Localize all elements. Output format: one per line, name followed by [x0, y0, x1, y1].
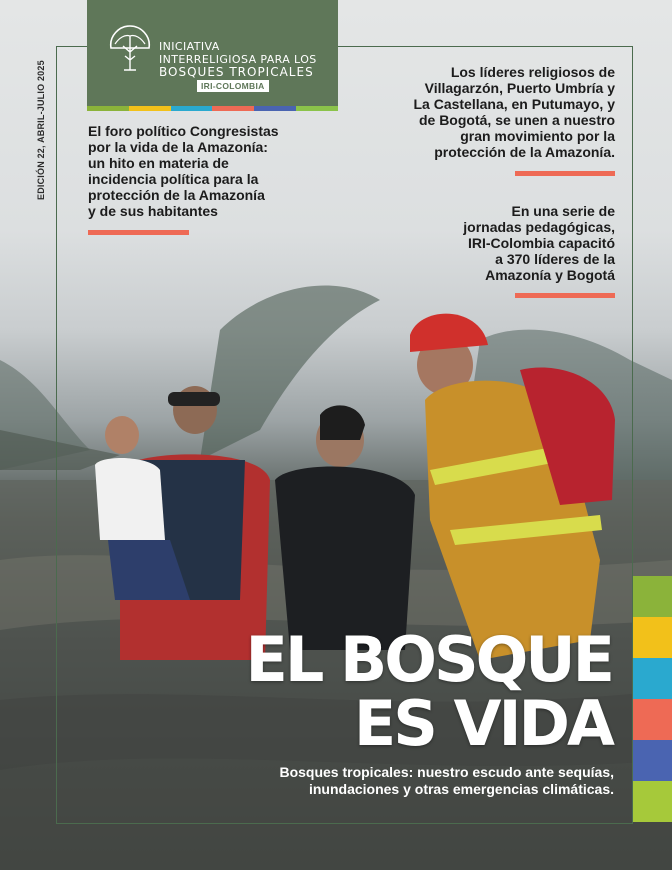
color-bars — [633, 576, 672, 822]
headline-line: En una serie de — [511, 203, 615, 219]
color-bar — [633, 658, 672, 699]
stripe-segment — [87, 106, 129, 111]
stripe-segment — [171, 106, 213, 111]
accent-rule — [515, 171, 615, 176]
headline-line: gran movimiento por la — [460, 128, 615, 144]
tree-icon — [109, 22, 151, 74]
headline-line: jornadas pedagógicas, — [463, 219, 615, 235]
brand-tag: IRI-COLOMBIA — [197, 80, 269, 92]
color-bar — [633, 617, 672, 658]
brand-line-2: INTERRELIGIOSA PARA LOS — [159, 53, 317, 66]
headline-line: incidencia política para la — [88, 171, 259, 187]
cover-subtitle — [279, 764, 614, 798]
color-bar — [633, 576, 672, 617]
headline-line: Amazonía y Bogotá — [485, 267, 615, 283]
subtitle-line: Bosques tropicales: nuestro escudo ante sequías, — [279, 764, 614, 780]
brand-stripe — [87, 106, 338, 111]
headline-line: de Bogotá, se unen a nuestro — [418, 112, 615, 128]
cover-title-line-1: EL BOSQUE — [245, 623, 612, 696]
brand-line-3: BOSQUES TROPICALES — [159, 65, 314, 79]
color-bar — [633, 781, 672, 822]
stripe-segment — [212, 106, 254, 111]
headline-line: y de sus habitantes — [88, 203, 218, 219]
headline-line: La Castellana, en Putumayo, y — [413, 96, 615, 112]
color-bar — [633, 740, 672, 781]
cover-title — [245, 623, 612, 760]
accent-rule — [88, 230, 189, 235]
color-bar — [633, 699, 672, 740]
stripe-segment — [296, 106, 338, 111]
headline-line: IRI-Colombia capacitó — [467, 235, 615, 251]
stripe-segment — [254, 106, 296, 111]
brand-logo[interactable] — [87, 0, 338, 108]
subtitle-line: inundaciones y otras emergencias climáticas. — [308, 781, 614, 797]
headline-line: Los líderes religiosos de — [450, 64, 615, 80]
headline-line: a 370 líderes de la — [495, 251, 615, 267]
stripe-segment — [129, 106, 171, 111]
headline-line: un hito en materia de — [88, 155, 229, 171]
headline-line: protección de la Amazonía — [88, 187, 265, 203]
accent-rule — [515, 293, 615, 298]
headline-line: protección de la Amazonía. — [434, 144, 615, 160]
headline-right-top[interactable] — [413, 64, 615, 160]
cover-title-line-2: ES VIDA — [353, 687, 612, 760]
headline-right-bottom[interactable] — [463, 203, 615, 283]
headline-line: Villagarzón, Puerto Umbría y — [424, 80, 615, 96]
edition-label: EDICIÓN 22, ABRIL-JULIO 2025 — [36, 60, 46, 200]
headline-line: El foro político Congresistas — [88, 123, 279, 139]
headline-left[interactable] — [88, 123, 279, 219]
brand-line-1: INICIATIVA — [159, 40, 220, 53]
headline-line: por la vida de la Amazonía: — [88, 139, 268, 155]
